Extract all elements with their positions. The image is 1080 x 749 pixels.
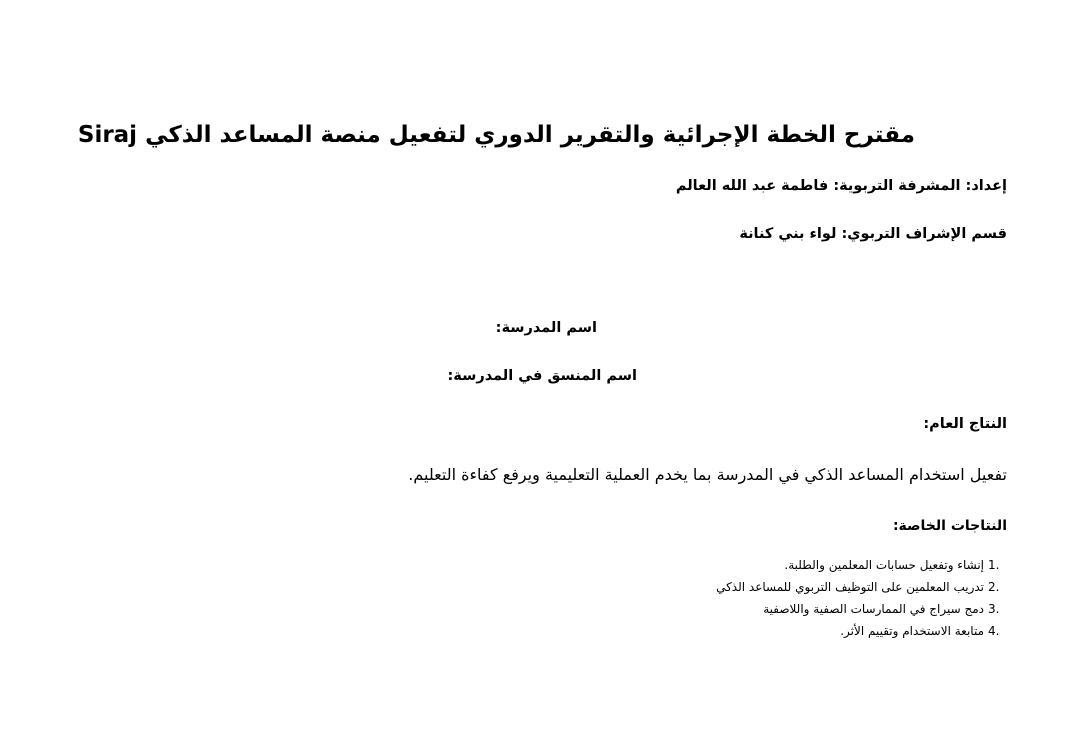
list-item-text: دمج سيراج في الممارسات الصفية واللاصفية [763, 602, 984, 616]
general-outcome-heading: النتاج العام: [923, 416, 1007, 432]
department-line: قسم الإشراف التربوي: لواء بني كنانة [739, 226, 1007, 242]
list-item-text: إنشاء وتفعيل حسابات المعلمين والطلبة. [784, 558, 984, 572]
specific-outcomes-list [716, 556, 1000, 644]
list-item-text: متابعة الاستخدام وتقييم الأثر. [840, 624, 984, 638]
list-item-text: تدريب المعلمين على التوظيف التربوي للمساعد الذكي [716, 580, 984, 594]
coordinator-label: اسم المنسق في المدرسة: [447, 368, 637, 384]
list-item [716, 600, 1000, 622]
prepared-by-line: إعداد: المشرفة التربوية: فاطمة عبد الله العالم [675, 178, 1007, 194]
list-item-number: 4. [988, 624, 1000, 638]
list-item [716, 578, 1000, 600]
general-outcome-text: تفعيل استخدام المساعد الذكي في المدرسة بما يخدم العملية التعليمية ويرفع كفاءة التعليم. [408, 465, 1007, 484]
list-item-number: 1. [988, 558, 1000, 572]
list-item [716, 556, 1000, 578]
list-item [716, 622, 1000, 644]
list-item-number: 3. [988, 602, 1000, 616]
list-item-number: 2. [988, 580, 1000, 594]
school-name-label: اسم المدرسة: [495, 320, 597, 336]
document-title: مقترح الخطة الإجرائية والتقرير الدوري لتفعيل منصة المساعد الذكي Siraj [77, 122, 915, 148]
specific-outcomes-heading: النتاجات الخاصة: [892, 518, 1007, 534]
